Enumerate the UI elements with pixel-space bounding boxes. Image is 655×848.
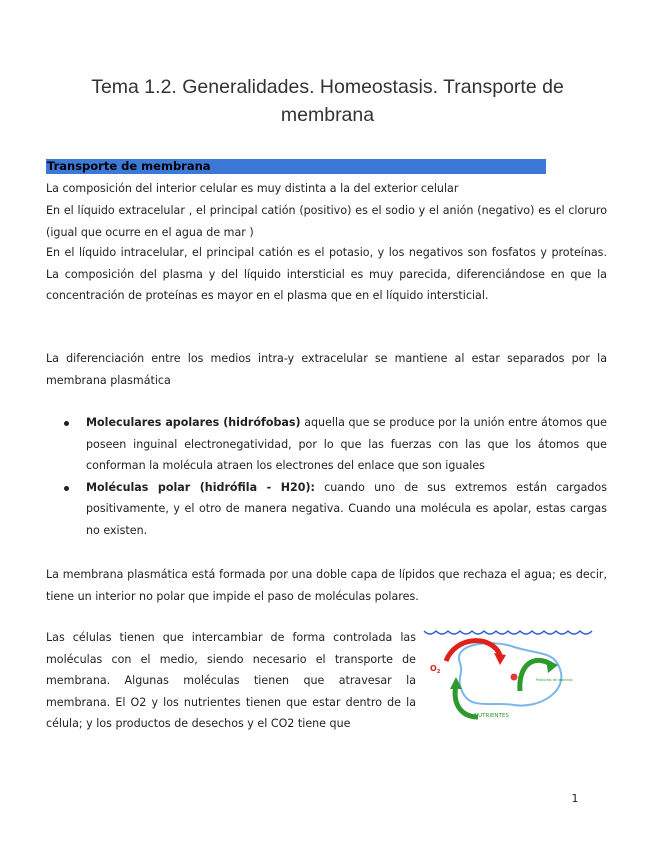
page-number: 1: [571, 792, 579, 805]
section-header: [46, 159, 546, 174]
paragraph-exchange: Las células tienen que intercambiar de forma controlada las moléculas con el medio, siendo necesario el transporte de membrana. Algunas moléculas tienen que atravesar la membrana. El O2 y los nutrientes tienen que estar dentro de la célula; y los productos de desechos y el CO2 tiene que: [46, 631, 416, 730]
paragraph-intracellular: En el líquido intracelular, el principal catión es el potasio, y los negativos son fosfatos y proteínas. La composición del plasma y del líquido intersticial es muy parecida, diferenciándose en que la concentración de proteínas es mayor en el plasma que en el líquido intersticial.: [46, 246, 607, 302]
page-title: Tema 1.2. Generalidades. Homeostasis. Transporte de membrana: [91, 76, 564, 126]
water-wave: [424, 631, 592, 634]
o2-arrow: [446, 641, 500, 661]
bullet-dot: [64, 421, 69, 426]
bullet-list: [46, 412, 607, 541]
bullet-text: aquella que se produce por la unión entre átomos que poseen inguinal electronegatividad, por lo que las fuerzas con las que los átomos que conforman la molécula atraen los electrones del enlace que son iguales: [86, 416, 607, 472]
o2-arrow-head: [494, 653, 506, 665]
cell-nucleus: [511, 674, 518, 681]
paragraph-membrane: La membrana plasmática está formada por una doble capa de lípidos que rechaza el agua; es decir, tiene un interior no polar que impide el paso de moléculas polares.: [46, 568, 607, 603]
paragraph-differentiation: La diferenciación entre los medios intra-y extracelular se mantiene al estar separados por la membrana plasmática: [46, 352, 607, 387]
bullet-term: Moléculas polar (hidrófila - H20):: [86, 480, 315, 494]
section-header-label: Transporte de membrana: [47, 159, 211, 173]
cell-transport-diagram: [422, 625, 608, 730]
bullet-dot: [64, 486, 69, 491]
list-item: [46, 477, 607, 542]
paragraph-composition: La composición del interior celular es muy distinta a la del exterior celular: [46, 182, 459, 195]
bullet-term: Moleculares apolares (hidrófobas): [86, 416, 301, 429]
cell-membrane: [459, 643, 561, 705]
waste-label: Productos de desechos: [536, 678, 573, 682]
nutrients-label: NUTRIENTES: [474, 713, 509, 719]
bullet-text: cuando uno de sus extremos están cargados positivamente, y el otro de manera negativa. Cuando una molécula es apolar, estas cargas no existen.: [86, 480, 608, 537]
list-item: [46, 412, 607, 477]
o2-label: $O_2$: [430, 664, 441, 675]
paragraph-extracellular: En el líquido extracelular , el principal catión (positivo) es el sodio y el anión (negativo) es el cloruro (igual que ocurre en el agua de mar ): [46, 204, 607, 239]
